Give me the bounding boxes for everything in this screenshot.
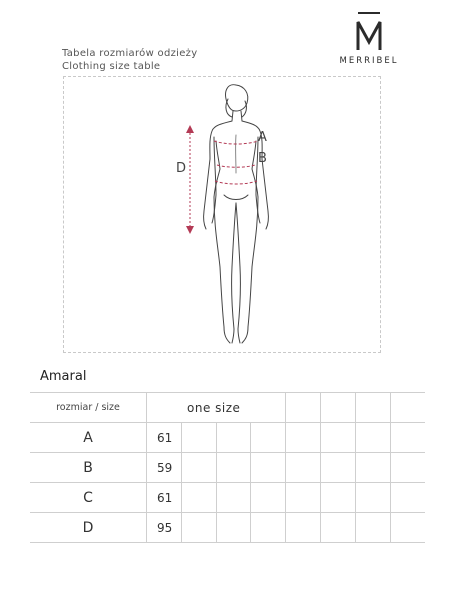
size-table-empty-cell (355, 453, 390, 483)
page-title-english: Clothing size table (62, 61, 161, 72)
size-row-value: 59 (147, 453, 182, 483)
size-table-empty-cell (355, 423, 390, 453)
size-table-empty-cell (286, 483, 321, 513)
size-table-empty-cell (181, 483, 216, 513)
size-table-empty-cell (286, 423, 321, 453)
size-table-empty-cell (355, 513, 390, 543)
size-table (30, 392, 425, 543)
size-table-empty-cell (286, 393, 321, 423)
size-table-empty-cell (251, 513, 286, 543)
size-table-empty-cell (321, 483, 356, 513)
measure-label-b: B (258, 151, 267, 166)
size-table-empty-cell (321, 393, 356, 423)
size-row-value: 95 (147, 513, 182, 543)
size-table-empty-cell (181, 453, 216, 483)
size-table-empty-cell (216, 483, 251, 513)
measure-label-d: D (176, 161, 187, 176)
size-table-empty-cell (321, 453, 356, 483)
table-row (30, 513, 425, 543)
size-row-label: D (30, 513, 147, 543)
size-table-empty-cell (355, 483, 390, 513)
size-table-empty-cell (321, 423, 356, 453)
size-table-empty-cell (321, 513, 356, 543)
table-row (30, 423, 425, 453)
size-table-empty-cell (216, 423, 251, 453)
size-table-empty-cell (251, 453, 286, 483)
size-table-empty-cell (181, 423, 216, 453)
size-row-label: A (30, 423, 147, 453)
size-row-value: 61 (147, 423, 182, 453)
size-table-empty-cell (181, 513, 216, 543)
table-row (30, 483, 425, 513)
size-table-empty-cell (216, 453, 251, 483)
measurement-figure-frame (63, 76, 381, 353)
size-table-empty-cell (216, 513, 251, 543)
brand-logo (334, 10, 404, 66)
size-table-header-label: rozmiar / size (30, 393, 147, 423)
size-table-empty-cell (286, 513, 321, 543)
size-table-empty-cell (390, 453, 425, 483)
product-name: Amaral (40, 369, 87, 384)
size-table-empty-cell (286, 453, 321, 483)
brand-name: MERRIBEL (339, 56, 399, 66)
measure-label-a: A (258, 130, 267, 145)
size-table-header-size: one size (147, 393, 286, 423)
size-table-empty-cell (251, 483, 286, 513)
size-row-label: B (30, 453, 147, 483)
size-table-empty-cell (355, 393, 390, 423)
size-table-empty-cell (390, 393, 425, 423)
size-table-header-row (30, 393, 425, 423)
size-row-value: 61 (147, 483, 182, 513)
size-table-empty-cell (251, 423, 286, 453)
table-row (30, 453, 425, 483)
body-silhouette-illustration (64, 77, 382, 354)
size-table-empty-cell (390, 423, 425, 453)
page-title-polish: Tabela rozmiarów odzieży (62, 48, 198, 59)
size-row-label: C (30, 483, 147, 513)
size-table-empty-cell (390, 483, 425, 513)
size-table-empty-cell (390, 513, 425, 543)
brand-logo-mark (354, 10, 384, 54)
